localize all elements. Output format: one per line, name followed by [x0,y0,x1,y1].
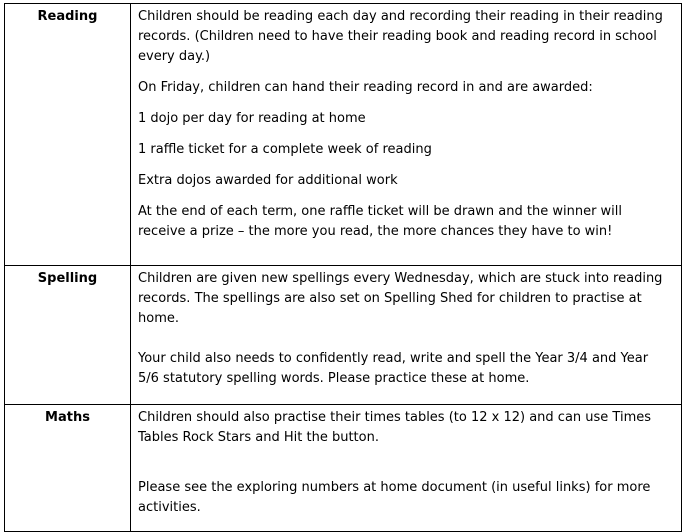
details-cell-reading [131,4,682,266]
subject-cell-maths: Maths [5,405,131,532]
reading-paragraph: 1 dojo per day for reading at home [138,111,366,126]
reading-paragraph: Children should be reading each day and recording their reading in their reading records. (Children need to have their reading book and reading record in school every day.) [138,9,663,64]
maths-paragraph: Please see the exploring numbers at home document (in useful links) for more activities. [138,480,651,515]
table-row-maths [5,405,682,532]
subject-cell-spelling: Spelling [5,266,131,405]
reading-paragraph: At the end of each term, one raffle ticket will be drawn and the winner will receive a prize – the more you read, the more chances they have to win! [138,204,623,239]
homework-table [4,3,682,532]
table-row-reading [5,4,682,266]
details-cell-maths [131,405,682,532]
spelling-paragraph: Children are given new spellings every Wednesday, which are stuck into reading records. The spellings are also set on Spelling Shed for children to practise at home. [138,271,663,326]
reading-paragraph: Extra dojos awarded for additional work [138,173,398,188]
reading-paragraph: On Friday, children can hand their reading record in and are awarded: [138,80,593,95]
spelling-paragraph: Your child also needs to confidently read, write and spell the Year 3/4 and Year 5/6 statutory spelling words. Please practice these at home. [138,351,649,386]
subject-cell-reading: Reading [5,4,131,266]
table-row-spelling [5,266,682,405]
maths-paragraph: Children should also practise their times tables (to 12 x 12) and can use Times Tables Rock Stars and Hit the button. [138,410,652,445]
details-cell-spelling [131,266,682,405]
reading-paragraph: 1 raffle ticket for a complete week of reading [138,142,432,157]
